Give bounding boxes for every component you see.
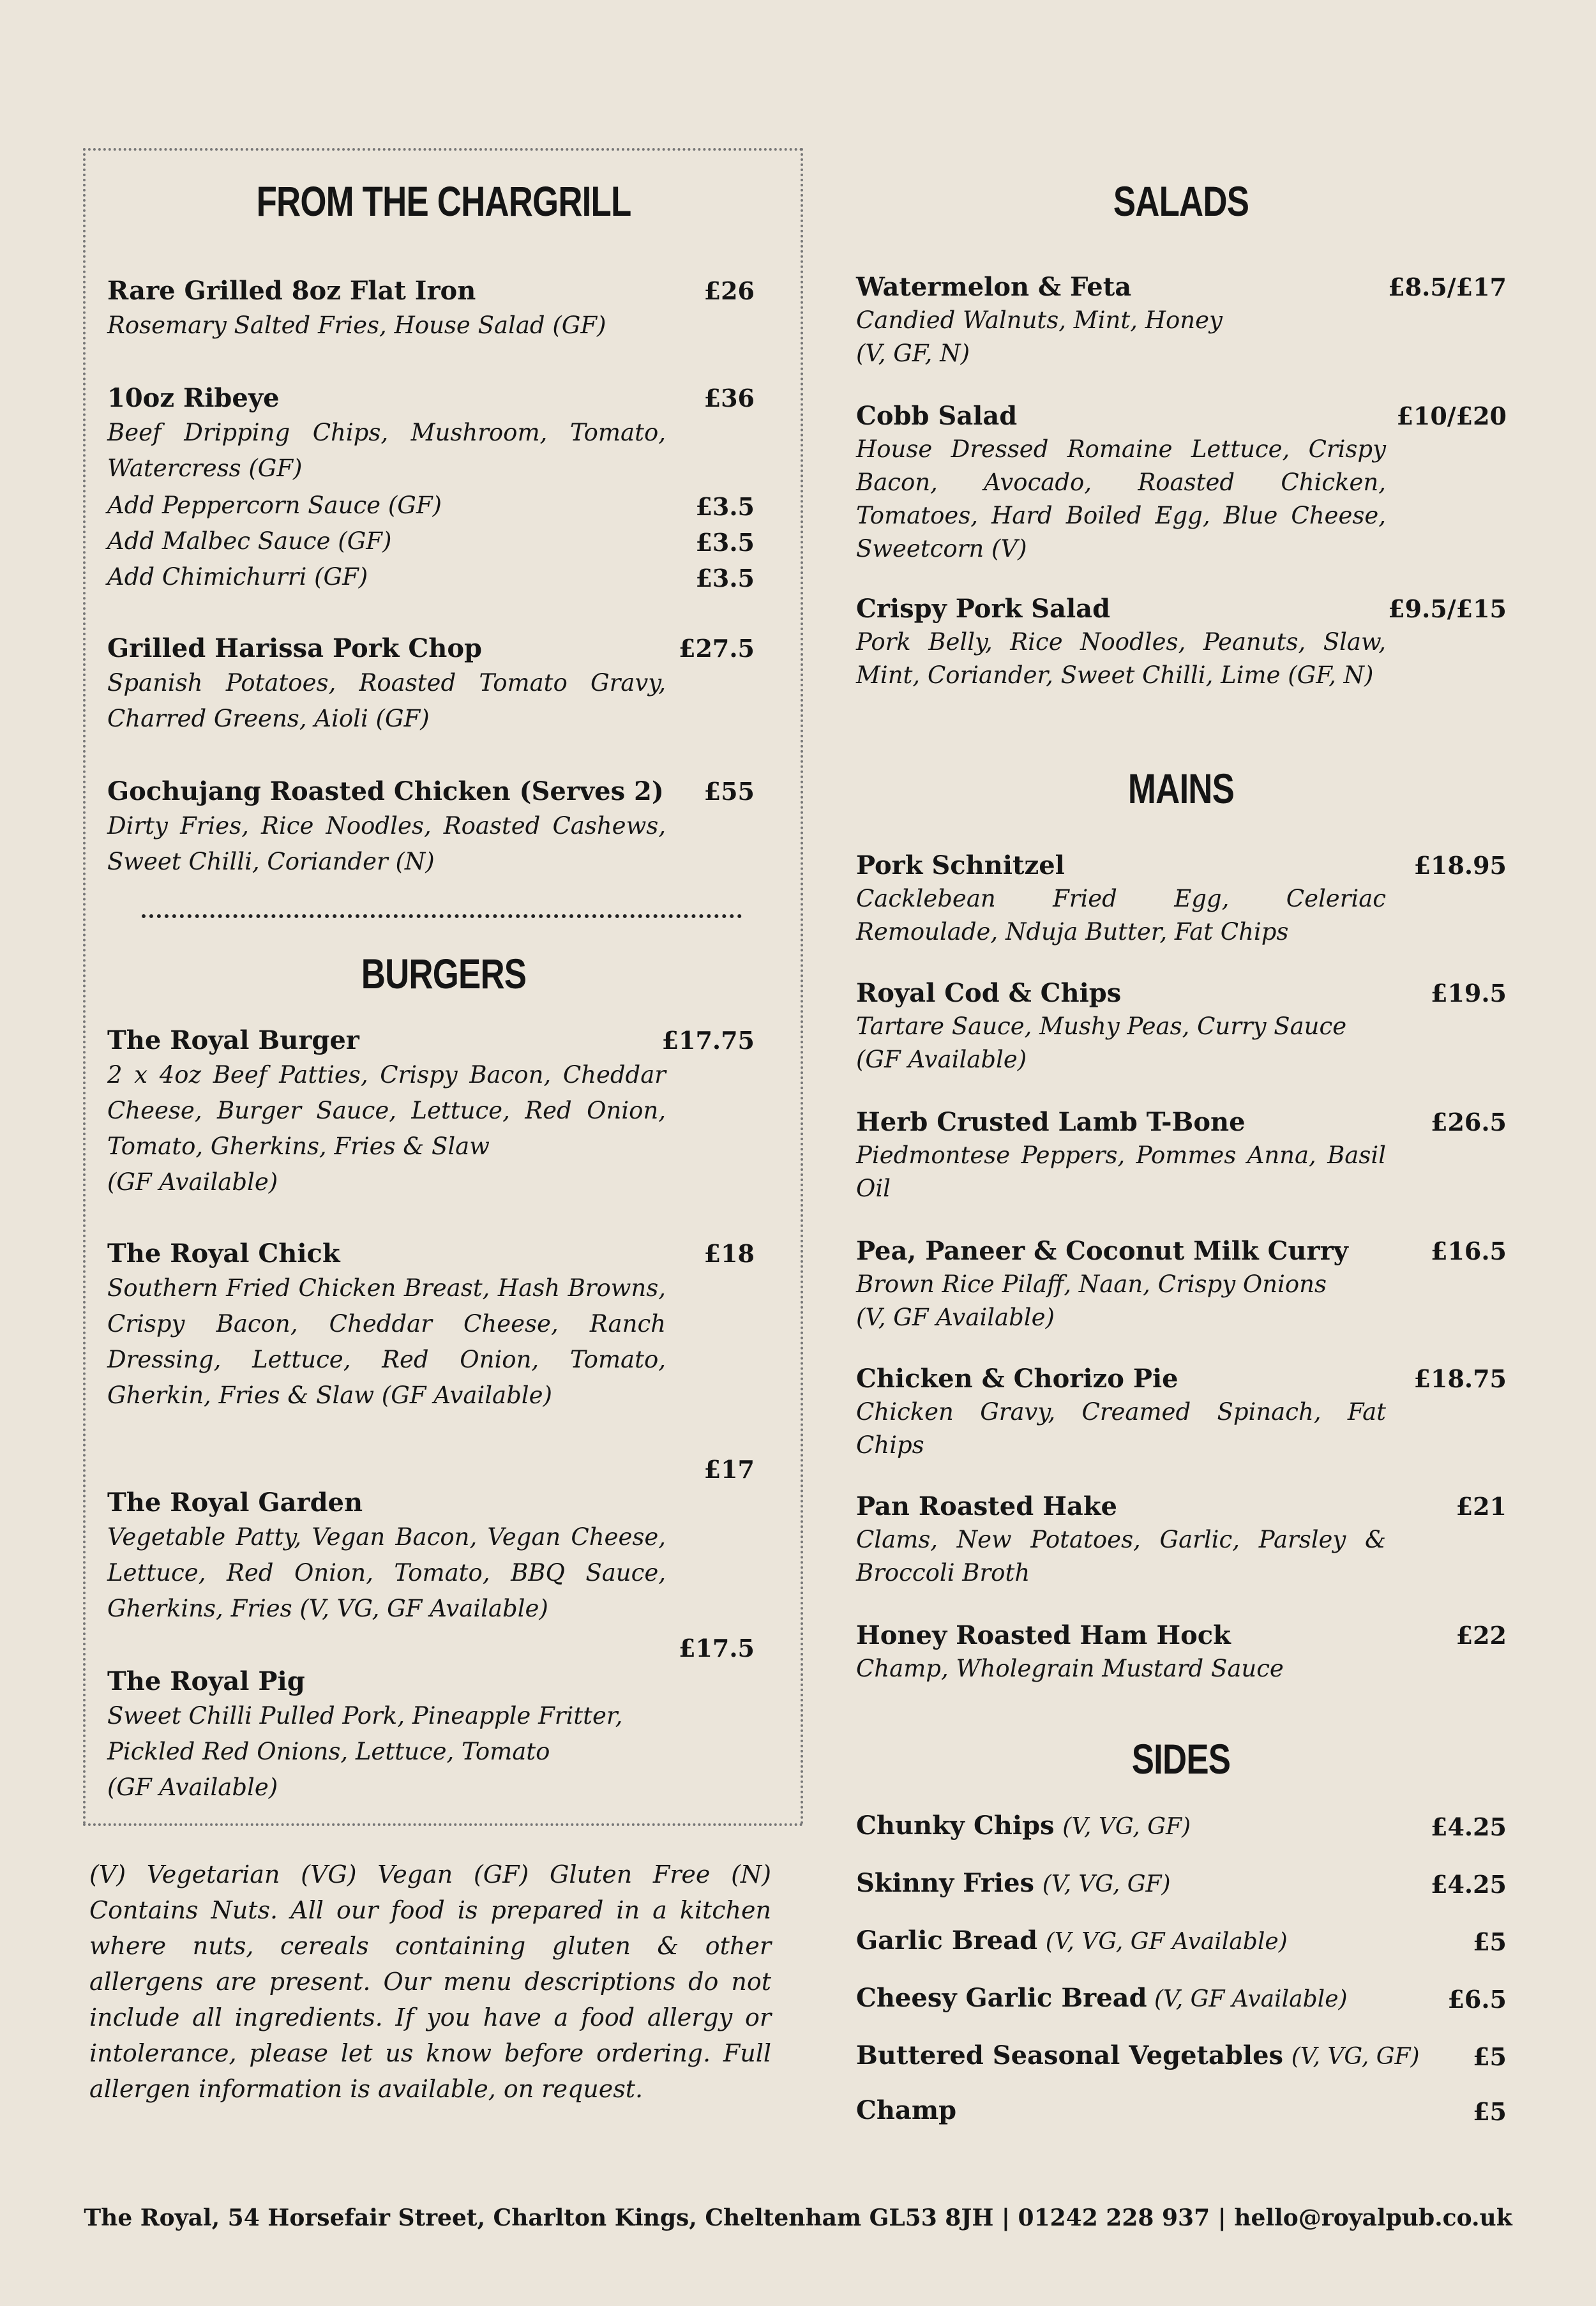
item-description-note: (GF Available) (107, 1168, 278, 1196)
item-name: Gochujang Roasted Chicken (Serves 2) (107, 776, 664, 806)
item-description: 2 x 4oz Beef Patties, Crispy Bacon, Cheddar Cheese, Burger Sauce, Lettuce, Red Onion, Tomato, Gherkins, Fries & Slaw (107, 1061, 666, 1160)
extra-option: Add Peppercorn Sauce (GF) (107, 492, 442, 519)
side-tags: (V, VG, GF) (1291, 2044, 1420, 2070)
extra-option: Add Chimichurri (GF) (107, 563, 368, 591)
item-description: Dirty Fries, Rice Noodles, Roasted Cashews, Sweet Chilli, Coriander (N) (107, 812, 666, 875)
item-description-note: (V, GF Available) (856, 1304, 1055, 1331)
side-price: £6.5 (1447, 1985, 1507, 2014)
item-description: Cacklebean Fried Egg, Celeriac Remoulade, Nduja Butter, Fat Chips (856, 885, 1386, 946)
item-price: £22 (1456, 1621, 1507, 1650)
menu-item (856, 592, 1386, 692)
item-description: Beef Dripping Chips, Mushroom, Tomato, Watercress (GF) (107, 419, 666, 482)
menu-item (107, 1665, 669, 1805)
item-price: £17 (704, 1455, 755, 1484)
item-price: £18.95 (1413, 851, 1507, 880)
item-price: £18.75 (1413, 1364, 1507, 1393)
side-item (856, 1809, 1191, 1844)
extra-option: Add Malbec Sauce (GF) (107, 527, 392, 555)
item-price: £21 (1456, 1492, 1507, 1521)
side-name: Garlic Bread (856, 1925, 1038, 1956)
allergen-note: (V) Vegetarian (VG) Vegan (GF) Gluten Free (N) Contains Nuts. All our food is prepared in a kitchen where nuts, cereals containing gluten & other allergens are present. Our menu descriptions do not include all ingredients. If you have a food allergy or intolerance, please let us know before ordering. Full allergen information is available, on request. (89, 1860, 771, 2103)
side-name: Champ (856, 2095, 957, 2125)
item-name: The Royal Garden (107, 1488, 363, 1518)
side-name: Chunky Chips (856, 1811, 1055, 1841)
item-price: £16.5 (1431, 1237, 1507, 1265)
item-description: Chicken Gravy, Creamed Spinach, Fat Chips (856, 1398, 1386, 1459)
menu-item (107, 775, 666, 880)
menu-item (107, 275, 669, 343)
side-price: £5 (1473, 2042, 1507, 2071)
extra-price: £3.5 (695, 564, 755, 592)
item-description: Piedmontese Peppers, Pommes Anna, Basil Oil (856, 1142, 1386, 1202)
item-price: £8.5/£17 (1388, 273, 1507, 301)
menu-item (856, 1490, 1386, 1590)
item-name: Rare Grilled 8oz Flat Iron (107, 276, 476, 306)
item-price: £36 (704, 384, 755, 412)
side-name: Buttered Seasonal Vegetables (856, 2040, 1284, 2070)
item-description-note: (GF Available) (856, 1046, 1027, 1073)
side-item (856, 2094, 956, 2127)
section-divider (142, 914, 742, 918)
menu-item (856, 1362, 1386, 1462)
item-price: £9.5/£15 (1388, 594, 1507, 623)
item-name: The Royal Pig (107, 1666, 305, 1696)
item-name: Watermelon & Feta (856, 272, 1132, 302)
item-name: Grilled Harissa Pork Chop (107, 633, 482, 663)
item-name: Herb Crusted Lamb T-Bone (856, 1107, 1246, 1137)
sides-title: SIDES (1131, 1735, 1231, 1782)
item-price: £18 (704, 1239, 755, 1268)
item-description: Southern Fried Chicken Breast, Hash Browns, Crispy Bacon, Cheddar Cheese, Ranch Dressing, Lettuce, Red Onion, Tomato, Gherkin, Fries & Slaw (GF Available) (107, 1274, 666, 1409)
side-item (856, 2039, 1420, 2074)
item-name: Cobb Salad (856, 401, 1018, 431)
item-description: Vegetable Patty, Vegan Bacon, Vegan Cheese, Lettuce, Red Onion, Tomato, BBQ Sauce, Gherkins, Fries (V, VG, GF Available) (107, 1523, 666, 1622)
footer-contact: The Royal, 54 Horsefair Street, Charlton Kings, Cheltenham GL53 8JH | 01242 228 937 | hello@royalpub.co.uk (84, 2204, 1512, 2231)
item-description: Rosemary Salted Fries, House Salad (GF) (107, 312, 606, 339)
menu-item (856, 271, 1386, 370)
item-description-note: (V, GF, N) (856, 340, 970, 367)
side-tags: (V, GF Available) (1147, 1986, 1348, 2012)
salads-title: SALADS (1113, 177, 1249, 225)
item-price: £26.5 (1431, 1108, 1507, 1136)
item-name: The Royal Chick (107, 1239, 340, 1269)
item-price: £17.75 (661, 1026, 755, 1055)
side-price: £5 (1473, 1927, 1507, 1956)
menu-item (856, 849, 1386, 949)
item-name: The Royal Burger (107, 1025, 359, 1055)
item-name: Pan Roasted Hake (856, 1491, 1117, 1521)
side-item (856, 1982, 1348, 2016)
item-price: £17.5 (679, 1634, 755, 1662)
menu-item (856, 1619, 1386, 1685)
item-price: £27.5 (679, 634, 755, 663)
item-name: Crispy Pork Salad (856, 594, 1111, 624)
side-tags: (V, VG, GF) (1042, 1871, 1171, 1897)
burgers-title: BURGERS (361, 950, 527, 997)
item-name: 10oz Ribeye (107, 383, 280, 413)
item-price: £55 (704, 777, 755, 806)
item-description: Clams, New Potatoes, Garlic, Parsley & Broccoli Broth (856, 1526, 1386, 1586)
item-description: Champ, Wholegrain Mustard Sauce (856, 1655, 1284, 1682)
side-price: £4.25 (1431, 1812, 1507, 1841)
item-price: £26 (704, 276, 755, 305)
mains-title: MAINS (1127, 765, 1235, 812)
item-description-note: (GF Available) (107, 1774, 278, 1801)
item-description: Pork Belly, Rice Noodles, Peanuts, Slaw, Mint, Coriander, Sweet Chilli, Lime (GF, N) (856, 628, 1386, 689)
menu-item (107, 632, 666, 737)
item-description: Spanish Potatoes, Roasted Tomato Gravy, Charred Greens, Aioli (GF) (107, 669, 666, 732)
extra-price: £3.5 (695, 492, 755, 521)
item-description: House Dressed Romaine Lettuce, Crispy Bacon, Avocado, Roasted Chicken, Tomatoes, Hard Boiled Egg, Blue Cheese, Sweetcorn (V) (856, 435, 1386, 562)
menu-item (856, 1235, 1386, 1334)
item-price: £10/£20 (1396, 402, 1507, 430)
item-description: Brown Rice Pilaff, Naan, Crispy Onions (856, 1270, 1327, 1298)
menu-item (107, 1024, 666, 1200)
side-item (856, 1924, 1288, 1959)
side-tags: (V, VG, GF Available) (1045, 1929, 1288, 1955)
side-price: £5 (1473, 2097, 1507, 2126)
item-description: Candied Walnuts, Mint, Honey (856, 306, 1223, 334)
menu-item (107, 1486, 666, 1627)
item-name: Chicken & Chorizo Pie (856, 1364, 1178, 1394)
item-description: Tartare Sauce, Mushy Peas, Curry Sauce (856, 1013, 1347, 1040)
menu-item (856, 1106, 1386, 1205)
item-name: Pork Schnitzel (856, 850, 1065, 880)
menu-item (856, 400, 1386, 566)
side-name: Skinny Fries (856, 1868, 1035, 1898)
item-name: Royal Cod & Chips (856, 978, 1122, 1008)
menu-item (107, 382, 669, 486)
side-price: £4.25 (1431, 1870, 1507, 1899)
item-description: Sweet Chilli Pulled Pork, Pineapple Fritter, Pickled Red Onions, Lettuce, Tomato (107, 1702, 623, 1765)
item-price: £19.5 (1431, 979, 1507, 1007)
extra-price: £3.5 (695, 528, 755, 557)
side-name: Cheesy Garlic Bread (856, 1983, 1147, 2013)
item-name: Pea, Paneer & Coconut Milk Curry (856, 1236, 1348, 1266)
menu-item (107, 1237, 666, 1413)
item-name: Honey Roasted Ham Hock (856, 1620, 1231, 1650)
menu-item (856, 977, 1386, 1076)
chargrill-title: FROM THE CHARGRILL (256, 177, 631, 225)
side-tags: (V, VG, GF) (1062, 1814, 1191, 1840)
side-item (856, 1867, 1171, 1901)
